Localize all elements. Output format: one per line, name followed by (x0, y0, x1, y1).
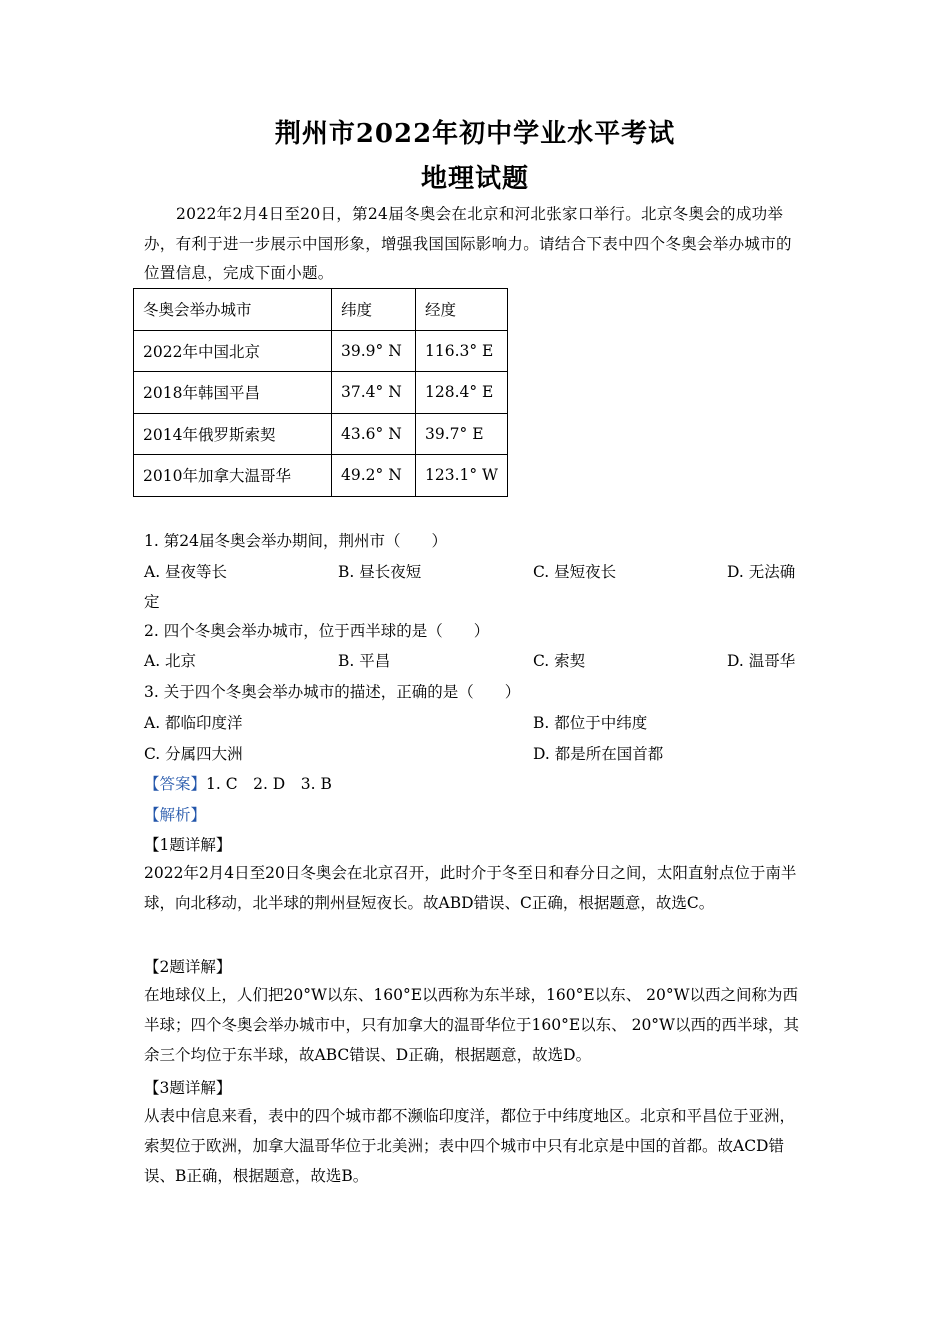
intro-paragraph: 2022年2月4日至20日，第24届冬奥会在北京和河北张家口举行。北京冬奥会的成功举办，有利于进一步展示中国形象，增强我国国际影响力。请结合下表中四个冬奥会举办城市的位置信息，完成下面小题。 (144, 205, 792, 282)
question-2-option-d: D. 温哥华 (727, 652, 796, 670)
question-1-option-d-wrap: 定 (144, 593, 160, 611)
question-2-option-c: C. 索契 (533, 652, 586, 670)
detail-3-text: 从表中信息来看，表中的四个城市都不濒临印度洋，都位于中纬度地区。北京和平昌位于亚洲，索契位于欧洲，加拿大温哥华位于北美洲；表中四个城市中只有北京是中国的首都。故ACD错误、B正确，根据题意，故选B。 (144, 1107, 796, 1185)
header-city: 冬奥会举办城市 (134, 289, 332, 331)
detail-2-label: 【2题详解】 (144, 958, 232, 976)
question-2-stem: 2. 四个冬奥会举办城市，位于西半球的是（ ） (144, 622, 490, 640)
question-3-stem: 3. 关于四个冬奥会举办城市的描述，正确的是（ ） (144, 683, 521, 701)
table-row (134, 372, 508, 414)
detail-1-text: 2022年2月4日至20日冬奥会在北京召开，此时介于冬至日和春分日之间，太阳直射点位于南半球，向北移动，北半球的荆州昼短夜长。故ABD错误、C正确，根据题意，故选C。 (144, 864, 797, 912)
cell-city: 2022年中国北京 (134, 330, 332, 372)
host-cities-table (133, 288, 508, 497)
table-header-row (134, 289, 508, 331)
table-row (134, 413, 508, 455)
detail-3-label: 【3题详解】 (144, 1079, 232, 1097)
answer-label: 【答案】 (144, 775, 207, 793)
cell-longitude: 123.1° W (416, 455, 508, 497)
table-row (134, 455, 508, 497)
question-1-option-a: A. 昼夜等长 (144, 563, 228, 581)
header-latitude: 纬度 (332, 289, 416, 331)
table-row (134, 330, 508, 372)
analysis-label: 【解析】 (144, 806, 207, 824)
question-1-stem: 1. 第24届冬奥会举办期间，荆州市（ ） (144, 532, 447, 550)
cell-longitude: 116.3° E (416, 330, 508, 372)
cell-city: 2014年俄罗斯索契 (134, 413, 332, 455)
question-3-option-d: D. 都是所在国首都 (533, 745, 664, 763)
question-1-option-b: B. 昼长夜短 (338, 563, 422, 581)
cell-latitude: 39.9° N (332, 330, 416, 372)
question-2-option-a: A. 北京 (144, 652, 197, 670)
exam-title: 荆州市2022年初中学业水平考试 (274, 119, 676, 149)
question-1-option-d: D. 无法确 (727, 563, 796, 581)
cell-latitude: 49.2° N (332, 455, 416, 497)
cell-latitude: 43.6° N (332, 413, 416, 455)
question-3-option-b: B. 都位于中纬度 (533, 714, 648, 732)
cell-city: 2018年韩国平昌 (134, 372, 332, 414)
cell-latitude: 37.4° N (332, 372, 416, 414)
question-2-option-b: B. 平昌 (338, 652, 391, 670)
detail-2-text: 在地球仪上，人们把20°W以东、160°E以西称为东半球，160°E以东、 20°W以西之间称为西半球；四个冬奥会举办城市中，只有加拿大的温哥华位于160°E以东、 20°W以西的西半球，其余三个均位于东半球，故ABC错误、D正确，根据题意，故选D。 (144, 986, 799, 1064)
cell-longitude: 128.4° E (416, 372, 508, 414)
answer-line (144, 772, 332, 794)
question-3-option-c: C. 分属四大洲 (144, 745, 243, 763)
cell-longitude: 39.7° E (416, 413, 508, 455)
question-3-option-a: A. 都临印度洋 (144, 714, 243, 732)
answer-text: 1. C 2. D 3. B (206, 775, 332, 793)
cell-city: 2010年加拿大温哥华 (134, 455, 332, 497)
header-longitude: 经度 (416, 289, 508, 331)
detail-1-label: 【1题详解】 (144, 836, 232, 854)
question-1-option-c: C. 昼短夜长 (533, 563, 617, 581)
exam-subtitle: 地理试题 (420, 164, 529, 194)
